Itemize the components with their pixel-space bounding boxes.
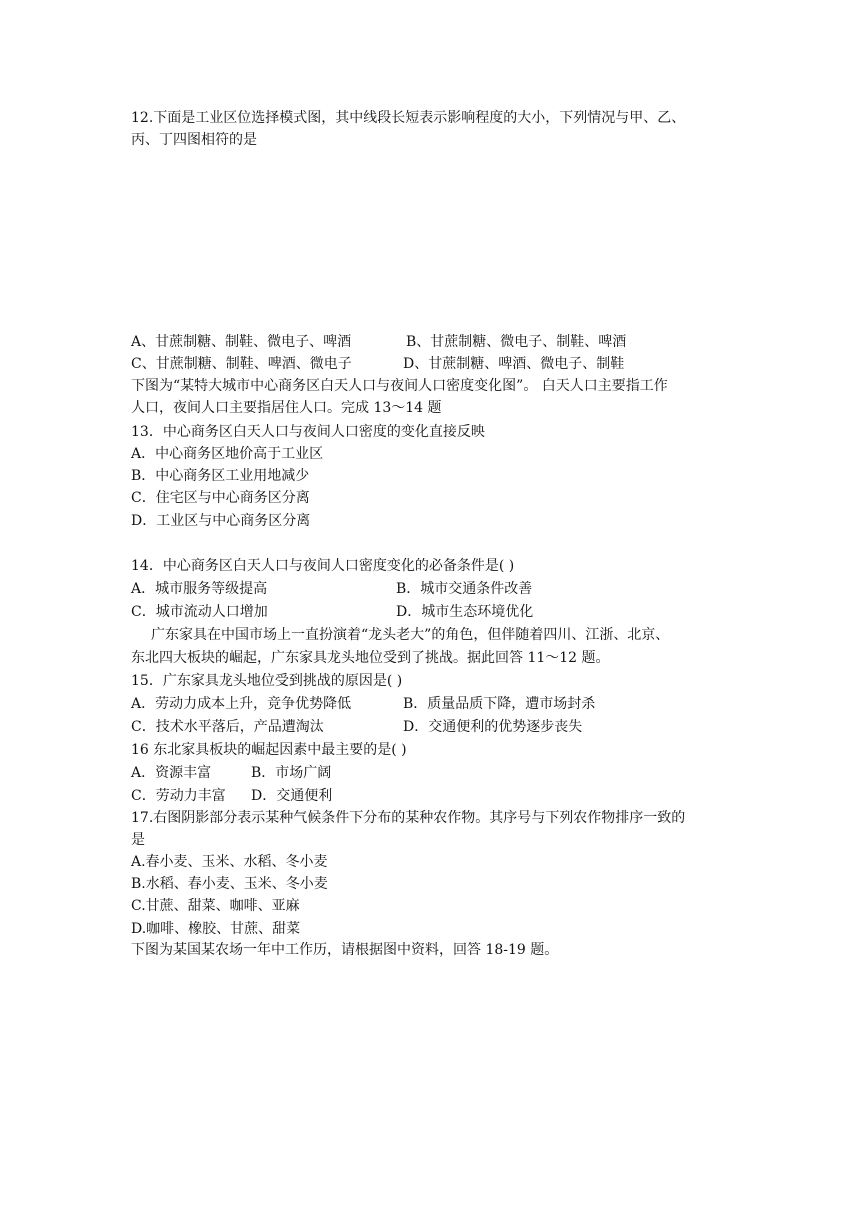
q15-option-b: B．质量品质下降，遭市场封杀 (403, 696, 596, 712)
q17-stem-line1: 17.右图阴影部分表示某种气候条件下分布的某种农作物。其序号与下列农作物排序一致的 (131, 810, 686, 826)
q17-option-b: B.水稻、春小麦、玉米、冬小麦 (131, 876, 328, 892)
intro-18-19-line1: 下图为某国某农场一年中工作历，请根据图中资料，回答 18-19 题。 (131, 942, 559, 958)
q14-option-a: A．城市服务等级提高 (131, 581, 268, 597)
q13-stem: 13．中心商务区白天人口与夜间人口密度的变化直接反映 (131, 424, 485, 440)
intro-15-16-line1: 广东家具在中国市场上一直扮演着“龙头老大”的角色，但伴随着四川、江浙、北京、 (151, 627, 670, 643)
intro-15-16-line2: 东北四大板块的崛起，广东家具龙头地位受到了挑战。据此回答 11～12 题。 (131, 650, 610, 666)
q15-stem: 15．广东家具龙头地位受到挑战的原因是( ) (131, 673, 403, 689)
q12-stem-line2: 丙、丁四图相符的是 (131, 132, 257, 148)
q14-option-b: B．城市交通条件改善 (396, 581, 533, 597)
q16-stem: 16 东北家具板块的崛起因素中最主要的是( ) (131, 742, 407, 758)
intro-13-14-line1: 下图为“某特大城市中心商务区白天人口与夜间人口密度变化图”。 白天人口主要指工作 (131, 378, 668, 394)
q13-option-c: C．住宅区与中心商务区分离 (131, 490, 310, 506)
q12-option-b: B、甘蔗制糖、微电子、制鞋、啤酒 (406, 334, 627, 350)
q16-option-a: A．资源丰富 (131, 765, 212, 781)
q12-option-a: A、甘蔗制糖、制鞋、微电子、啤酒 (131, 334, 352, 350)
q16-option-b: B．市场广阔 (251, 765, 332, 781)
q17-stem-line2: 是 (131, 832, 145, 848)
intro-13-14-line2: 人口，夜间人口主要指居住人口。完成 13～14 题 (131, 400, 442, 416)
q12-option-c: C、甘蔗制糖、制鞋、啤酒、微电子 (131, 356, 352, 372)
q17-option-c: C.甘蔗、甜菜、咖啡、亚麻 (131, 898, 300, 914)
q17-option-d: D.咖啡、橡胶、甘蔗、甜菜 (131, 921, 301, 937)
q13-option-d: D．工业区与中心商务区分离 (131, 513, 311, 529)
q16-option-d: D．交通便利 (251, 788, 333, 804)
q12-stem-line1: 12.下面是工业区位选择模式图，其中线段长短表示影响程度的大小，下列情况与甲、乙、 (131, 110, 686, 126)
q14-stem: 14．中心商务区白天人口与夜间人口密度变化的必备条件是( ) (131, 558, 515, 574)
q12-figure-area (131, 160, 731, 330)
q15-option-a: A．劳动力成本上升，竞争优势降低 (131, 696, 352, 712)
q16-option-c: C．劳动力丰富 (131, 788, 226, 804)
q12-option-d: D、甘蔗制糖、啤酒、微电子、制鞋 (403, 356, 625, 372)
q13-option-a: A．中心商务区地价高于工业区 (131, 446, 324, 462)
q14-option-c: C．城市流动人口增加 (131, 604, 268, 620)
q15-option-c: C．技术水平落后，产品遭淘汰 (131, 719, 324, 735)
q14-option-d: D．城市生态环境优化 (396, 604, 534, 620)
q13-option-b: B．中心商务区工业用地减少 (131, 468, 310, 484)
q17-option-a: A.春小麦、玉米、水稻、冬小麦 (131, 854, 328, 870)
q15-option-d: D．交通便利的优势逐步丧失 (403, 719, 583, 735)
